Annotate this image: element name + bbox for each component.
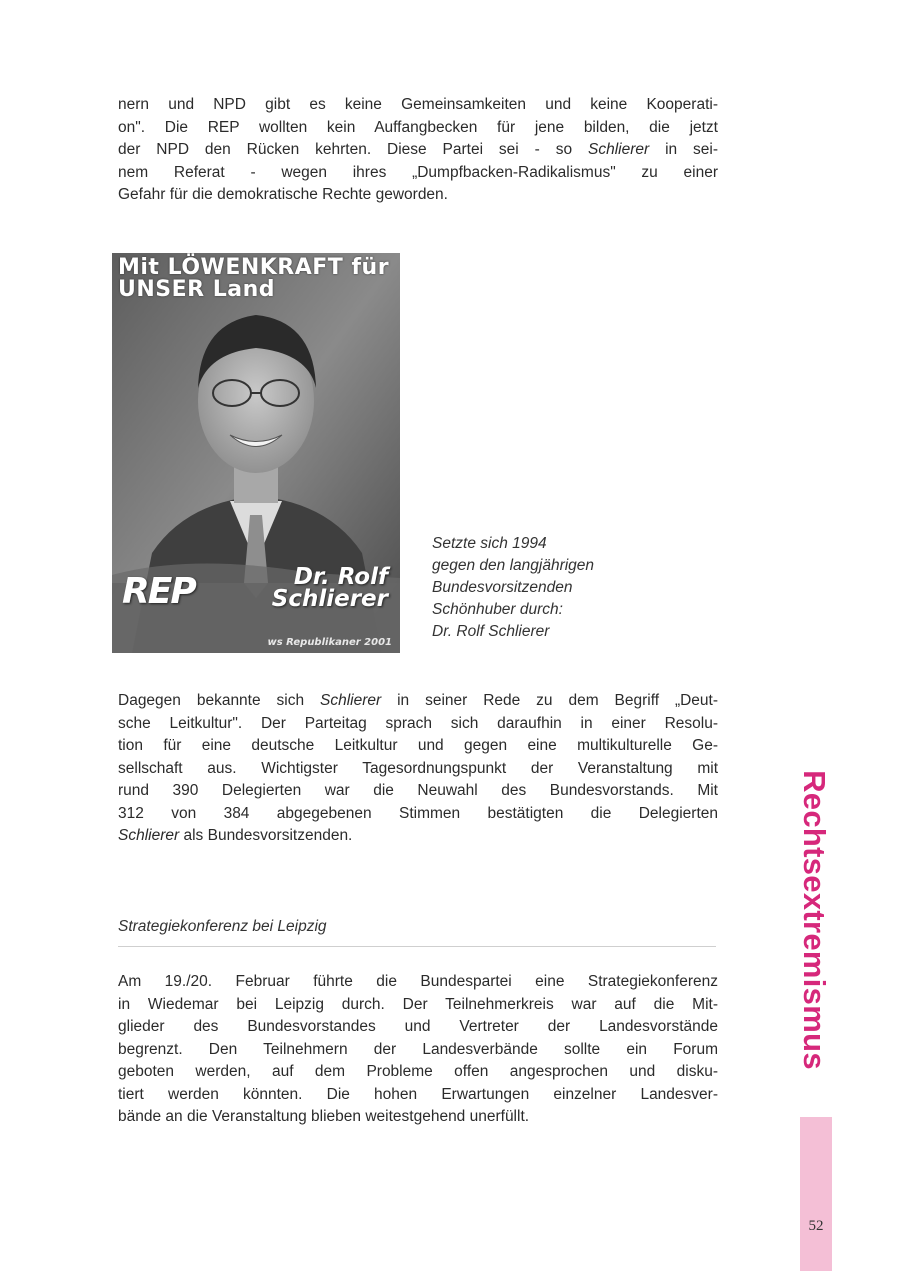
- rep-logo: REP: [122, 571, 195, 612]
- photo-caption: Setzte sich 1994 gegen den langjährigen Bundesvorsitzenden Schönhuber durch: Dr. Rolf Schlierer: [432, 535, 595, 640]
- text-line: geboten werden, auf dem Probleme offen angesprochen und disku-: [118, 1063, 718, 1080]
- page-number: 52: [808, 1218, 824, 1234]
- text-line: bände an die Veranstaltung blieben weitestgehend unerfüllt.: [118, 1108, 530, 1125]
- text-line: glieder des Bundesvorstandes und Vertreter der Landesvorstände: [118, 1018, 718, 1035]
- text-line: sellschaft aus. Wichtigster Tagesordnungspunkt der Veranstaltung mit: [118, 759, 718, 777]
- text-line: Schlierer als Bundesvorsitzenden.: [118, 827, 353, 844]
- text-line: sche Leitkultur". Der Parteitag sprach sich daraufhin in einer Resolu-: [118, 714, 718, 732]
- text-line: tiert werden könnten. Die hohen Erwartungen einzelner Landesver-: [118, 1085, 718, 1103]
- text-line: rund 390 Delegierten war die Neuwahl des Bundesvorstands. Mit: [118, 782, 718, 799]
- paragraph-strategiekonferenz: [118, 971, 718, 1129]
- text-line: 312 von 384 abgegebenen Stimmen bestätigten die Delegierten: [118, 804, 718, 822]
- text-line: der NPD den Rücken kehrten. Diese Partei sei - so Schlierer in sei-: [118, 141, 718, 158]
- text-line: in Wiedemar bei Leipzig durch. Der Teilnehmerkreis war auf die Mit-: [118, 995, 718, 1013]
- text-line: Am 19./20. Februar führte die Bundespartei eine Strategiekonferenz: [118, 973, 718, 990]
- text-line: nem Referat - wegen ihres „Dumpfbacken-Radikalismus" zu einer: [118, 163, 718, 181]
- paragraph-leitkultur: [118, 690, 718, 848]
- chapter-tab: [800, 1117, 832, 1271]
- text-line: begrenzt. Den Teilnehmern der Landesverbände sollte ein Forum: [118, 1040, 718, 1058]
- chapter-side-label: Rechtsextremismus: [797, 770, 832, 1070]
- poster-headline: Mit LÖWENKRAFT für UNSER Land: [118, 255, 390, 302]
- campaign-poster-photo: [112, 253, 400, 653]
- text-line: Gefahr für die demokratische Rechte geworden.: [118, 186, 448, 203]
- text-line: Dagegen bekannte sich Schlierer in seiner Rede zu dem Begriff „Deut-: [118, 692, 719, 709]
- text-line: on". Die REP wollten kein Auffangbecken für jene bilden, die jetzt: [118, 118, 718, 136]
- text-line: nern und NPD gibt es keine Gemeinsamkeiten und keine Kooperati-: [118, 96, 718, 113]
- section-heading: Strategiekonferenz bei Leipzig: [118, 918, 716, 947]
- paragraph-intro: [118, 94, 718, 207]
- poster-footer: ws Republikaner 2001: [267, 637, 392, 648]
- text-line: tion für eine deutsche Leitkultur und gegen eine multikulturelle Ge-: [118, 737, 718, 754]
- poster-candidate-name: Dr. Rolf Schlierer: [271, 564, 388, 612]
